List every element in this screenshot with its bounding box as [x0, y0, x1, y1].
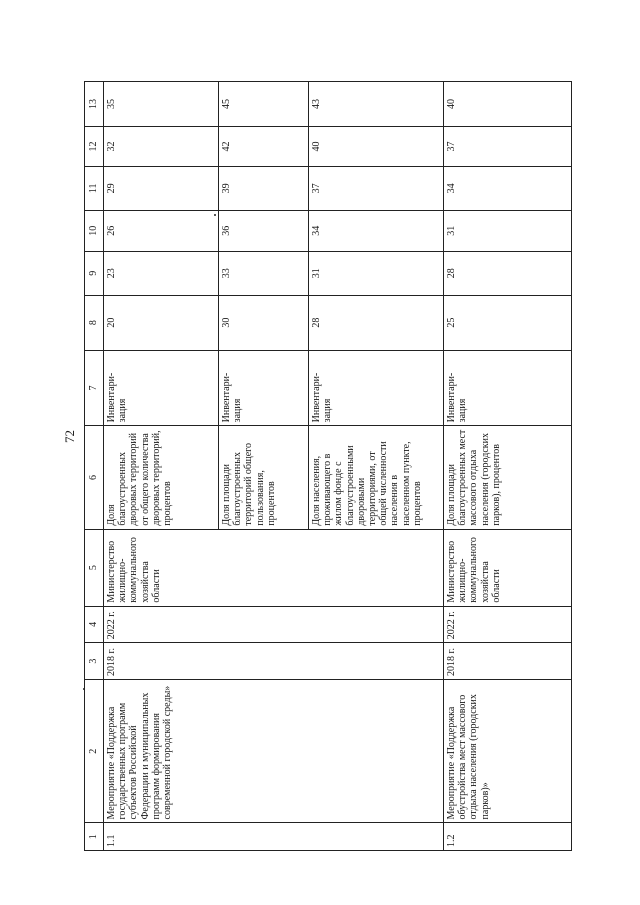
header-cell: 10: [85, 210, 104, 251]
value-cell: 20: [104, 295, 219, 350]
value-cell: 29: [104, 167, 219, 211]
indicator-method: Инвентари-зация: [104, 350, 219, 426]
header-cell: 8: [85, 295, 104, 350]
header-cell: 12: [85, 126, 104, 166]
indicator-name: Доля населения, проживающего в жилом фонде с благоустроенными дворовыми территориями, от общей численности населения в населенном пункте, процентов: [309, 426, 444, 529]
header-cell: 3: [85, 643, 104, 680]
page-number: 72: [62, 430, 77, 443]
header-cell: 7: [85, 350, 104, 426]
indicator-name: Доля площади благоустроенных территорий общего пользования, процентов: [219, 426, 309, 529]
value-cell: 23: [104, 251, 219, 295]
executor: Министерство жилищно-коммунального хозяйства области: [444, 529, 572, 606]
indicator-method: Инвентари-зация: [309, 350, 444, 426]
value-cell: 28: [444, 251, 572, 295]
value-cell: 35: [104, 82, 219, 127]
value-cell: 36: [219, 210, 309, 251]
value-cell: 26: [104, 210, 219, 251]
header-row: [85, 82, 104, 851]
header-cell: 5: [85, 529, 104, 606]
value-cell: 42: [219, 126, 309, 166]
table-row: [104, 82, 219, 851]
value-cell: 33: [219, 251, 309, 295]
indicator-name: Доля площади благоустроенных мест массового отдыха населения (городских парков), процентов: [444, 426, 572, 529]
start-year: 2018 г.: [104, 643, 444, 680]
row-number: 1.2: [444, 823, 572, 851]
start-year: 2018 г.: [444, 643, 572, 680]
value-cell: 43: [309, 82, 444, 127]
value-cell: 34: [444, 167, 572, 211]
indicator-name: Доля благоустроенных дворовых территорий от общего количества дворовых территорий, процентов: [104, 426, 219, 529]
header-cell: 1: [85, 823, 104, 851]
value-cell: 37: [309, 167, 444, 211]
header-cell: 11: [85, 167, 104, 211]
value-cell: 31: [309, 251, 444, 295]
executor: Министерство жилищно-коммунального хозяйства области: [104, 529, 444, 606]
value-cell: 30: [219, 295, 309, 350]
end-year: 2022 г.: [444, 606, 572, 643]
header-cell: 6: [85, 426, 104, 529]
rotated-table-container: [84, 81, 572, 851]
header-cell: 2: [85, 680, 104, 823]
value-cell: 31: [444, 210, 572, 251]
value-cell: 39: [219, 167, 309, 211]
value-cell: 32: [104, 126, 219, 166]
program-table: [84, 81, 572, 851]
value-cell: 37: [444, 126, 572, 166]
header-cell: 9: [85, 251, 104, 295]
indicator-method: Инвентари-зация: [444, 350, 572, 426]
value-cell: 40: [444, 82, 572, 127]
value-cell: 34: [309, 210, 444, 251]
event-name: Мероприятие «Поддержка государственных программ субъектов Российской Федерации и муниципальных программ формирования современной городской среды»: [104, 680, 444, 823]
value-cell: 25: [444, 295, 572, 350]
value-cell: 45: [219, 82, 309, 127]
header-cell: 13: [85, 82, 104, 127]
end-year: 2022 г.: [104, 606, 444, 643]
value-cell: 40: [309, 126, 444, 166]
row-number: 1.1: [104, 823, 444, 851]
indicator-method: Инвентари-зация: [219, 350, 309, 426]
value-cell: 28: [309, 295, 444, 350]
header-cell: 4: [85, 606, 104, 643]
table-row: [444, 82, 572, 851]
event-name: Мероприятие «Поддержка обустройства мест массового отдыха населения (городских парков)»: [444, 680, 572, 823]
